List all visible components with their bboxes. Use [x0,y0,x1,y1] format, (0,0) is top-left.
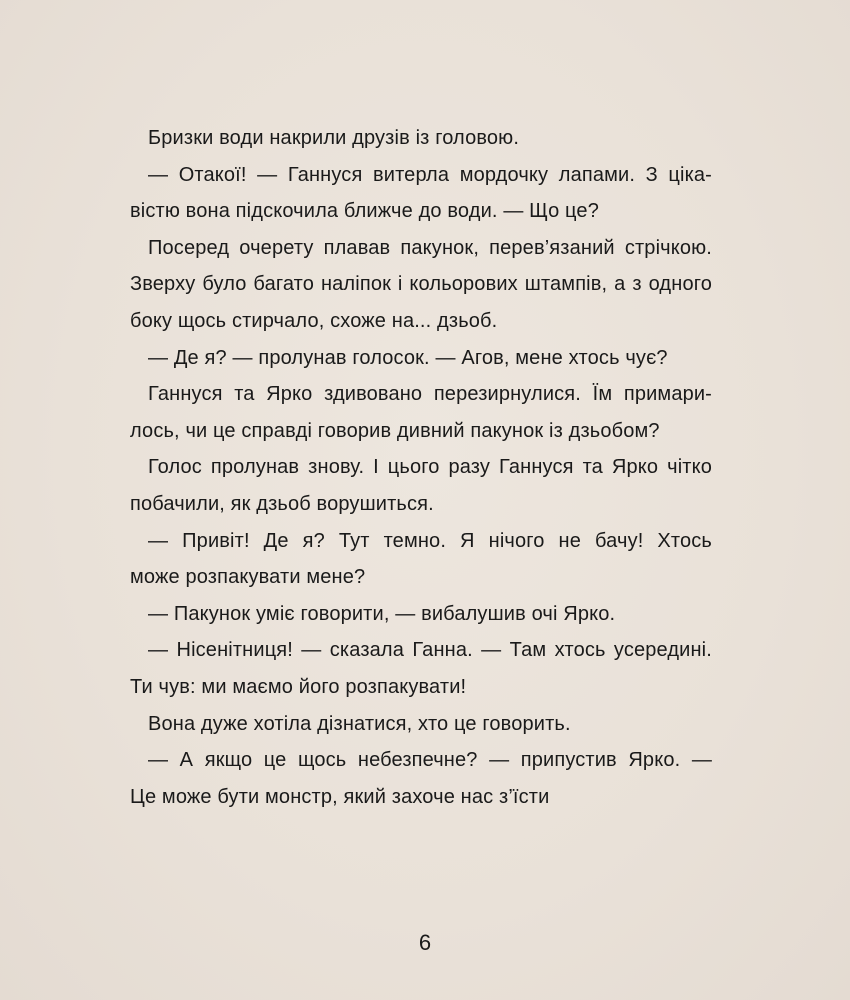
text-line: боку щось стирчало, схоже на... дзьоб. [130,309,498,332]
text-line: Зверху було багато наліпок і кольорових штампів, а з одного [130,273,712,296]
text-line: Посеред очерету плавав пакунок, перев’язаний стрічкою. [148,236,712,259]
text-line: — Де я? — пролунав голосок. — Агов, мене хтось чує? [148,346,668,369]
text-line: — Привіт! Де я? Тут темно. Я нічого не бачу! Хтось [148,529,712,552]
text-line: Голос пролунав знову. І цього разу Ганнуся та Ярко чітко [148,456,712,479]
text-line: побачили, як дзьоб ворушиться. [130,492,434,515]
text-line: лось, чи це справді говорив дивний пакунок із дзьобом? [130,419,660,442]
text-line: Вона дуже хотіла дізнатися, хто це говорить. [148,712,571,735]
story-text [130,120,712,815]
text-line: може розпакувати мене? [130,566,366,589]
text-line: — Нісенітниця! — сказала Ганна. — Там хтось усередині. [148,639,712,662]
text-line: Ти чув: ми маємо його розпакувати! [130,675,467,698]
text-line: Бризки води накрили друзів із головою. [148,127,520,149]
text-line: — А якщо це щось небезпечне? — припустив Ярко. — [148,749,712,772]
text-line: — Пакунок уміє говорити, — вибалушив очі Ярко. [148,602,616,625]
page-number: 6 [418,930,432,955]
text-line: Ганнуся та Ярко здивовано перезирнулися. Їм примари- [148,383,712,406]
text-line: вістю вона підскочила ближче до води. — Що це? [130,200,599,223]
text-line: — Отакої! — Ганнуся витерла мордочку лапами. З ціка- [148,163,712,186]
text-line: Це може бути монстр, який захоче нас з’їсти [130,785,550,808]
